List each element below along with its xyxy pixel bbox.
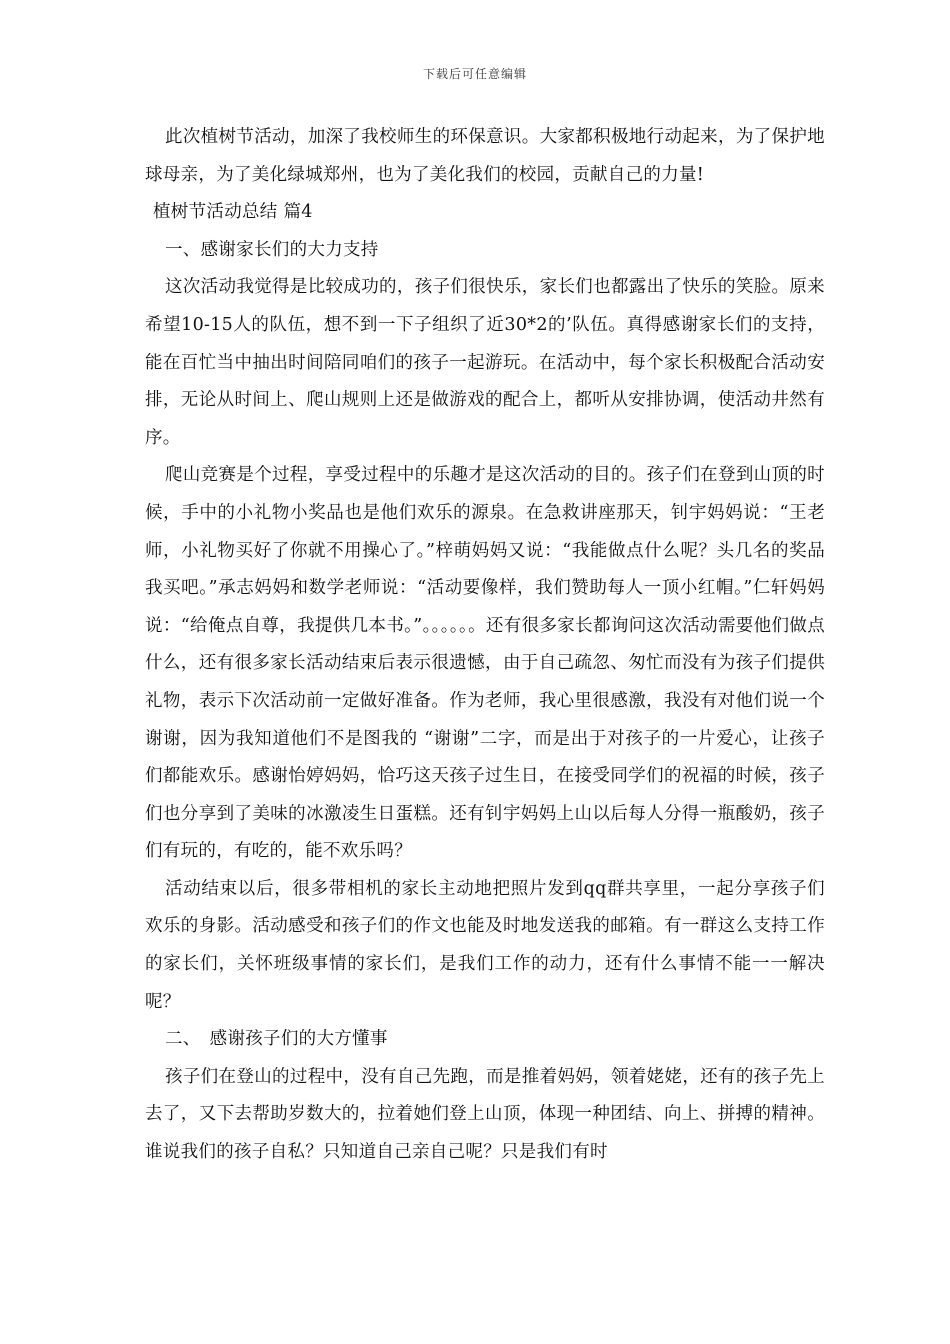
- paragraph-4: 活动结束以后，很多带相机的家长主动地把照片发到qq群共享里，一起分享孩子们欢乐的身影。活动感受和孩子们的作文也能及时地发送我的邮箱。有一群这么支持工作的家长们，关怀班级事情的家长们，是我们工作的动力，还有什么事情不能一一解决呢？: [145, 878, 825, 1012]
- paragraph-1: 此次植树节活动，加深了我校师生的环保意识。大家都积极地行动起来，为了保护地球母亲，为了美化绿城郑州，也为了美化我们的校园，贡献自己的力量!: [145, 127, 825, 185]
- section-title: 植树节活动总结 篇4: [153, 202, 313, 223]
- subheading-1: 一、感谢家长们的大力支持: [165, 239, 379, 260]
- document-body: [145, 119, 825, 1172]
- paragraph-2: 这次活动我觉得是比较成功的，孩子们很快乐，家长们也都露出了快乐的笑脸。原来希望10-15人的队伍，想不到一下子组织了近30*2的’队伍。真得感谢家长们的支持，能在百忙当中抽出时间陪同咱们的孩子一起游玩。在活动中，每个家长积极配合活动安排，无论从时间上、爬山规则上还是做游戏的配合上，都听从安排协调，使活动井然有序。: [145, 277, 825, 448]
- paragraph-3: 爬山竞赛是个过程，享受过程中的乐趣才是这次活动的目的。孩子们在登到山顶的时候，手中的小礼物小奖品也是他们欢乐的源泉。在急救讲座那天，钊宇妈妈说：“王老师，小礼物买好了你就不用操心了。”梓萌妈妈又说：“我能做点什么呢？头几名的奖品我买吧。”承志妈妈和数学老师说：“活动要像样，我们赞助每人一顶小红帽。”仁轩妈妈说：“给俺点自尊，我提供几本书。”。。。。。。还有很多家长都询问这次活动需要他们做点什么，还有很多家长活动结束后表示很遗憾，由于自己疏忽、匆忙而没有为孩子们提供礼物，表示下次活动前一定做好准备。作为老师，我心里很感激，我没有对他们说一个谢谢，因为我知道他们不是图我的 “谢谢”二字，而是出于对孩子的一片爱心，让孩子们都能欢乐。感谢怡婷妈妈，恰巧这天孩子过生日，在接受同学们的祝福的时候，孩子们也分享到了美味的冰激凌生日蛋糕。还有钊宇妈妈上山以后每人分得一瓶酸奶，孩子们有玩的，有吃的，能不欢乐吗？: [145, 465, 825, 862]
- page-header: 下载后可任意编辑: [422, 67, 527, 81]
- subheading-2: 二、 感谢孩子们的大方懂事: [165, 1029, 388, 1050]
- paragraph-5: 孩子们在登山的过程中，没有自己先跑，而是推着妈妈，领着姥姥，还有的孩子先上去了，又下去帮助岁数大的，拉着她们登上山顶，体现一种团结、向上、拼搏的精神。谁说我们的孩子自私？只知道自己亲自己呢？只是我们有时: [145, 1066, 825, 1163]
